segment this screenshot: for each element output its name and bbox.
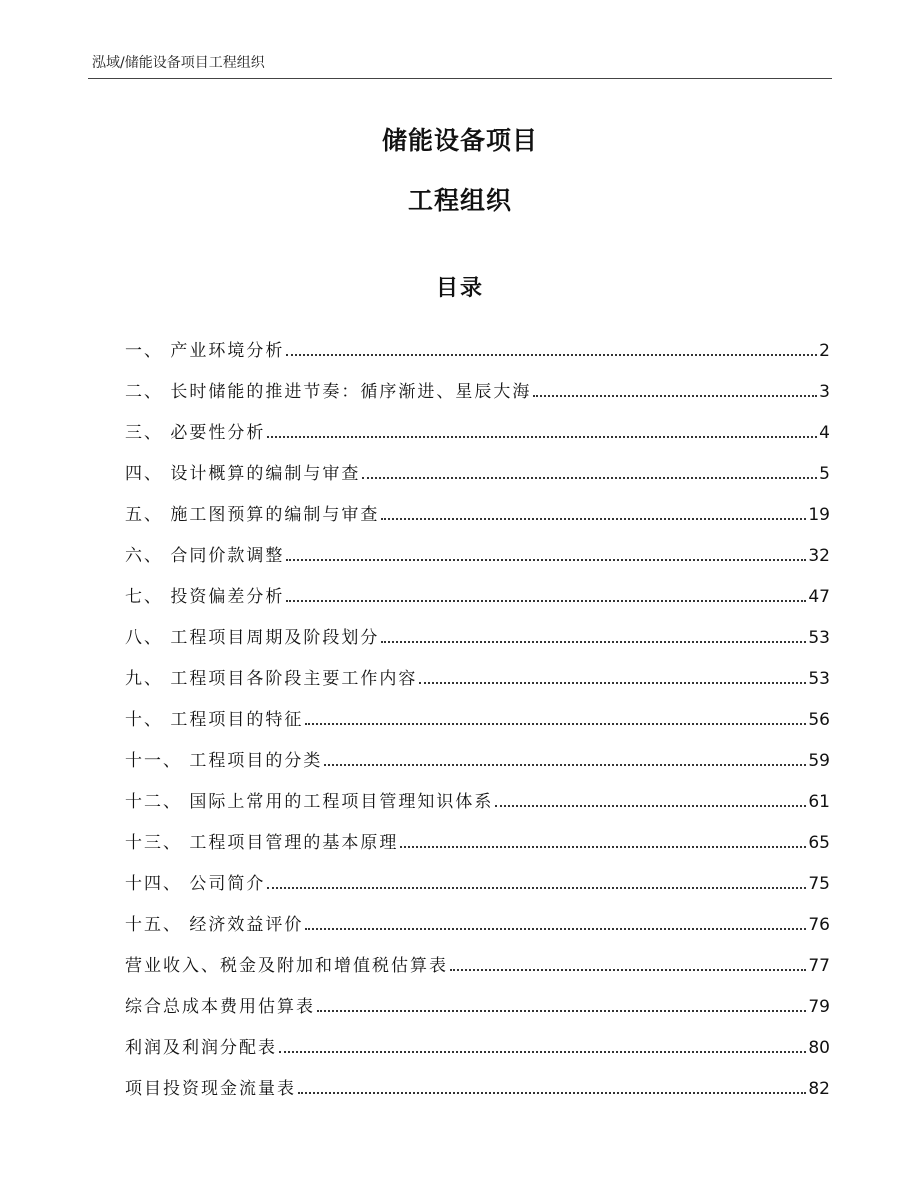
toc-entry-label: 利润及利润分配表 [125,1038,277,1058]
toc-dot-leader [324,764,806,766]
toc-entry-page-number: 59 [808,751,830,771]
toc-entry-label: 综合总成本费用估算表 [125,997,315,1017]
toc-entry[interactable] [125,402,830,443]
toc-entry[interactable] [125,361,830,402]
document-title-line-1: 储能设备项目 [381,126,538,155]
toc-entry[interactable] [125,812,830,853]
toc-entry-page-number: 75 [808,874,830,894]
header-divider [88,78,832,79]
toc-dot-leader [362,477,817,479]
toc-entry-label: 营业收入、税金及附加和增值税估算表 [125,956,448,976]
toc-dot-leader [419,682,806,684]
toc-dot-leader [305,723,806,725]
toc-dot-leader [450,969,806,971]
toc-entry-label: 十一、 工程项目的分类 [125,751,323,771]
document-title-line-2: 工程组织 [407,186,512,215]
toc-entry-page-number: 79 [808,997,830,1017]
toc-dot-leader [267,436,817,438]
toc-entry-page-number: 53 [808,669,830,689]
toc-entry-page-number: 47 [808,587,830,607]
toc-entry[interactable] [125,1058,830,1099]
toc-entry-label: 九、 工程项目各阶段主要工作内容 [125,669,418,689]
toc-entry-page-number: 82 [808,1079,830,1099]
toc-entry[interactable] [125,771,830,812]
toc-dot-leader [317,1010,806,1012]
toc-dot-leader [495,805,806,807]
toc-entry-page-number: 5 [819,464,830,484]
toc-entry-page-number: 53 [808,628,830,648]
toc-entry[interactable] [125,976,830,1017]
toc-entry-label: 三、 必要性分析 [125,423,266,443]
toc-dot-leader [298,1092,806,1094]
toc-entry-label: 十五、 经济效益评价 [125,915,304,935]
toc-entry[interactable] [125,484,830,525]
toc-entry[interactable] [125,525,830,566]
toc-dot-leader [305,928,806,930]
toc-entry-page-number: 77 [808,956,830,976]
toc-entry-page-number: 65 [808,833,830,853]
toc-entry[interactable] [125,935,830,976]
toc-entry-page-number: 80 [808,1038,830,1058]
toc-entry[interactable] [125,853,830,894]
toc-entry-label: 六、 合同价款调整 [125,546,285,566]
toc-entry-page-number: 76 [808,915,830,935]
toc-entry-page-number: 19 [808,505,830,525]
toc-dot-leader [267,887,806,889]
toc-entry-page-number: 32 [808,546,830,566]
toc-entry-page-number: 4 [819,423,830,443]
toc-dot-leader [286,600,806,602]
toc-entry-label: 十四、 公司简介 [125,874,266,894]
toc-dot-leader [286,354,817,356]
toc-dot-leader [533,395,817,397]
toc-entry-label: 一、 产业环境分析 [125,341,285,361]
toc-entry-label: 七、 投资偏差分析 [125,587,285,607]
toc-entry-label: 二、 长时储能的推进节奏：循序渐进、星辰大海 [125,382,532,402]
toc-entry-label: 五、 施工图预算的编制与审查 [125,505,380,525]
toc-entry[interactable] [125,320,830,361]
running-header: 泓域/储能设备项目工程组织 [92,55,265,71]
toc-dot-leader [381,641,806,643]
toc-entry-page-number: 3 [819,382,830,402]
table-of-contents [125,320,830,1099]
toc-entry[interactable] [125,894,830,935]
toc-entry[interactable] [125,607,830,648]
toc-dot-leader [279,1051,806,1053]
toc-entry[interactable] [125,648,830,689]
toc-entry[interactable] [125,730,830,771]
toc-dot-leader [400,846,806,848]
toc-entry-page-number: 56 [808,710,830,730]
toc-entry[interactable] [125,566,830,607]
toc-entry-page-number: 2 [819,341,830,361]
toc-entry[interactable] [125,1017,830,1058]
toc-entry-label: 四、 设计概算的编制与审查 [125,464,361,484]
toc-entry-label: 十二、 国际上常用的工程项目管理知识体系 [125,792,494,812]
toc-entry-page-number: 61 [808,792,830,812]
toc-dot-leader [381,518,806,520]
toc-entry[interactable] [125,443,830,484]
toc-entry-label: 十、 工程项目的特征 [125,710,304,730]
toc-entry[interactable] [125,689,830,730]
toc-entry-label: 项目投资现金流量表 [125,1079,296,1099]
toc-entry-label: 十三、 工程项目管理的基本原理 [125,833,399,853]
toc-dot-leader [286,559,806,561]
toc-entry-label: 八、 工程项目周期及阶段划分 [125,628,380,648]
toc-heading: 目录 [435,276,484,301]
